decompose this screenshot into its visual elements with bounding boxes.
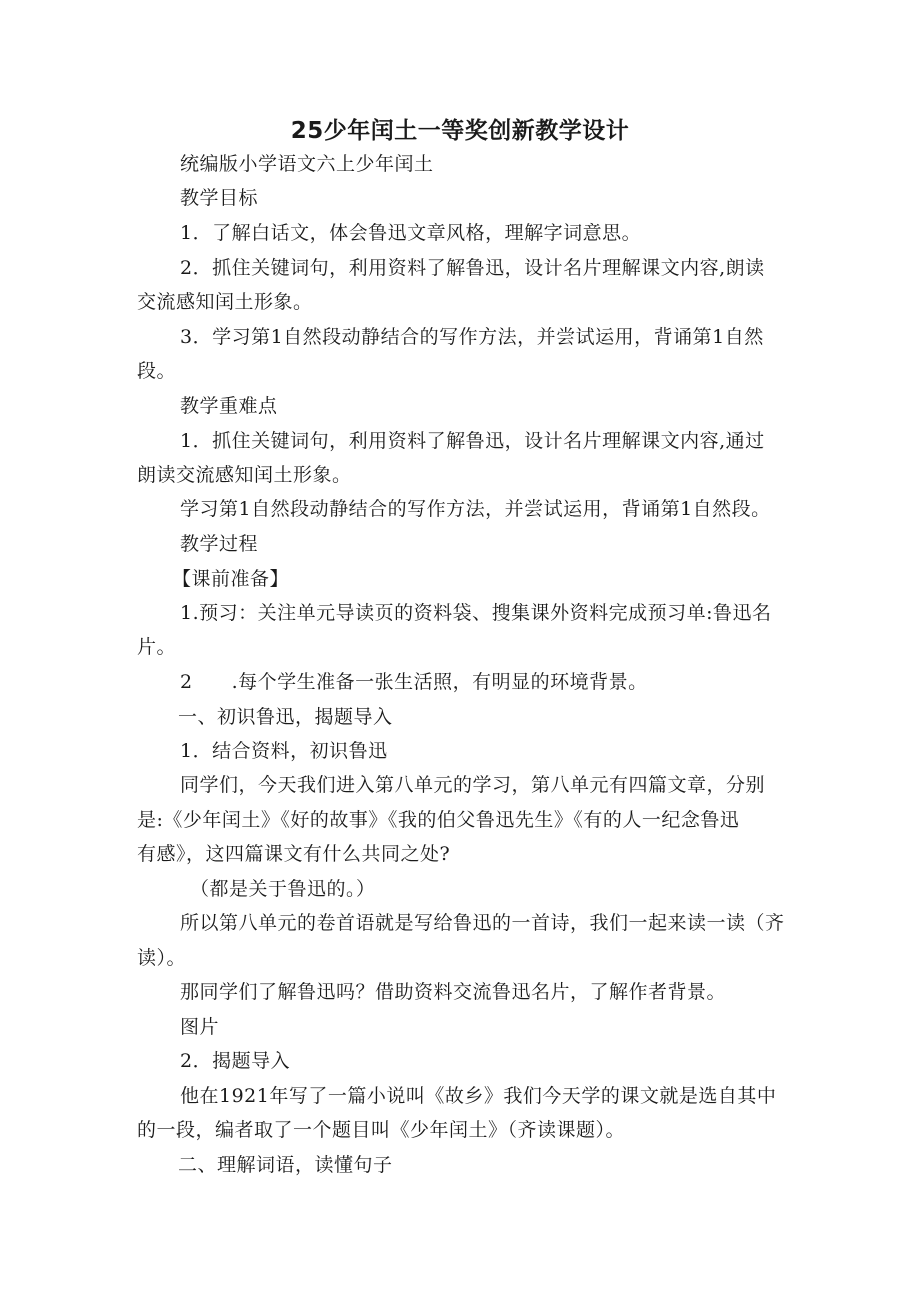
paragraph-line: 图片 (180, 1016, 220, 1038)
paragraph-line: （都是关于鲁迅的。） (190, 878, 376, 900)
section-heading: 【课前准备】 (172, 568, 290, 590)
paragraph-line: 1.预习：关注单元导读页的资料袋、搜集课外资料完成预习单:鲁迅名 (180, 602, 772, 624)
section-heading: 教学重难点 (180, 395, 278, 417)
paragraph-line: 交流感知闰土形象。 (137, 291, 313, 313)
paragraph-line: 1．结合资料，初识鲁迅 (180, 740, 388, 762)
paragraph-line: 2 .每个学生准备一张生活照，有明显的环境背景。 (180, 671, 648, 693)
document-title: 25少年闰土一等奖创新教学设计 (290, 118, 630, 144)
paragraph-line: 同学们，今天我们进入第八单元的学习，第八单元有四篇文章，分别 (180, 774, 766, 796)
paragraph-line: 2．抓住关键词句，利用资料了解鲁迅，设计名片理解课文内容,朗读 (180, 257, 765, 279)
paragraph-line: 学习第1自然段动静结合的写作方法，并尝试运用，背诵第1自然段。 (180, 498, 771, 520)
paragraph-line: 所以第八单元的卷首语就是写给鲁迅的一首诗，我们一起来读一读（齐 (180, 912, 785, 934)
paragraph-line: 片。 (137, 636, 177, 658)
paragraph-line: 的一段，编者取了一个题目叫《少年闰土》（齐读课题）。 (137, 1119, 626, 1141)
section-heading: 教学目标 (180, 187, 259, 209)
paragraph-line: 他在1921年写了一篇小说叫《故乡》我们今天学的课文就是选自其中 (180, 1085, 777, 1107)
subtitle-line: 统编版小学语文六上少年闰土 (180, 153, 434, 175)
section-heading: 二、理解词语，读懂句子 (178, 1154, 393, 1176)
paragraph-line: 段。 (137, 360, 177, 382)
paragraph-line: 1．抓住关键词句，利用资料了解鲁迅，设计名片理解课文内容,通过 (180, 430, 765, 452)
paragraph-line: 2．揭题导入 (180, 1050, 291, 1072)
paragraph-line: 1．了解白话文，体会鲁迅文章风格，理解字词意思。 (180, 222, 642, 244)
paragraph-line: 有感》，这四篇课文有什么共同之处? (137, 843, 451, 865)
paragraph-line: 3．学习第1自然段动静结合的写作方法，并尝试运用，背诵第1自然 (180, 326, 764, 348)
paragraph-line: 朗读交流感知闰土形象。 (137, 464, 352, 486)
section-heading: 一、初识鲁迅，揭题导入 (178, 706, 393, 728)
paragraph-line: 读）。 (137, 947, 187, 969)
paragraph-line: 是:《少年闰土》《好的故事》《我的伯父鲁迅先生》《有的人一纪念鲁迅 (137, 809, 740, 831)
paragraph-line: 那同学们了解鲁迅吗？借助资料交流鲁迅名片，了解作者背景。 (180, 981, 727, 1003)
section-heading: 教学过程 (180, 533, 259, 555)
